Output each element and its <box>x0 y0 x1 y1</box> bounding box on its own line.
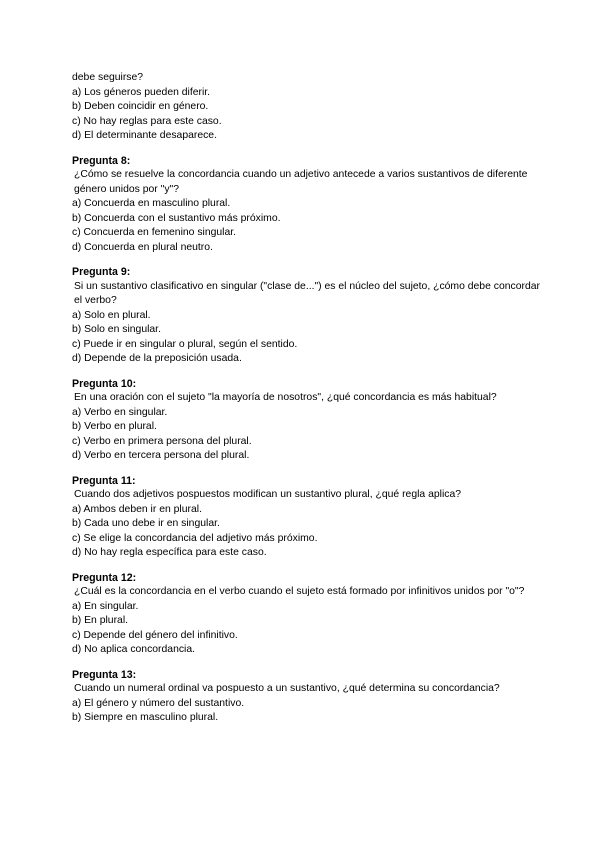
option-c: c) Depende del género del infinitivo. <box>72 629 238 641</box>
option-b: b) Siempre en masculino plural. <box>72 712 219 723</box>
option-d: d) No hay regla específica para este caso. <box>72 547 267 558</box>
question-text-tail: debe seguirse? <box>72 72 144 83</box>
option-d: d) Concuerda en plural neutro. <box>72 241 213 253</box>
option-b: b) Solo en singular. <box>72 324 161 335</box>
question-text: ¿Cuál es la concordancia en el verbo cuando el sujeto está formado por infinitivos unidos por "o"? <box>74 586 525 597</box>
option-c: c) No hay reglas para este caso. <box>72 115 222 127</box>
question-text: En una oración con el sujeto "la mayoría de nosotros", ¿qué concordancia es más habitual? <box>74 392 497 403</box>
option-a: a) Ambos deben ir en plural. <box>72 503 202 515</box>
option-a: a) Verbo en singular. <box>72 406 168 418</box>
option-c: c) Puede ir en singular o plural, según el sentido. <box>72 338 298 350</box>
option-a: a) Concuerda en masculino plural. <box>72 198 231 209</box>
question-8 <box>72 154 542 256</box>
question-title: Pregunta 8: <box>72 154 131 167</box>
question-title: Pregunta 10: <box>72 377 137 390</box>
question-title: Pregunta 11: <box>72 474 136 487</box>
option-b: b) Concuerda con el sustantivo más próximo. <box>72 212 281 224</box>
question-12 <box>72 571 542 658</box>
option-d: d) No aplica concordancia. <box>72 644 196 655</box>
question-text: Cuando un numeral ordinal va pospuesto a un sustantivo, ¿qué determina su concordancia? <box>74 683 500 694</box>
option-d: d) Depende de la preposición usada. <box>72 353 242 364</box>
option-b: b) Deben coincidir en género. <box>72 101 209 112</box>
option-b: b) Cada uno debe ir en singular. <box>72 518 220 529</box>
option-c: c) Concuerda en femenino singular. <box>72 227 237 238</box>
option-c: c) Se elige la concordancia del adjetivo más próximo. <box>72 532 318 544</box>
option-c: c) Verbo en primera persona del plural. <box>72 435 252 447</box>
question-text: ¿Cómo se resuelve la concordancia cuando un adjetivo antecede a varios sustantivos de diferente género unidos por "y"? <box>74 169 528 195</box>
question-9 <box>72 265 542 367</box>
option-a: a) En singular. <box>72 600 139 612</box>
question-title: Pregunta 12: <box>72 571 137 584</box>
document-content <box>72 71 542 736</box>
option-b: b) Verbo en plural. <box>72 421 157 432</box>
question-continuation <box>72 71 542 144</box>
option-a: a) El género y número del sustantivo. <box>72 697 245 709</box>
option-d: d) Verbo en tercera persona del plural. <box>72 450 250 461</box>
option-a: a) Los géneros pueden diferir. <box>72 86 211 98</box>
option-d: d) El determinante desaparece. <box>72 130 217 141</box>
question-11 <box>72 474 542 561</box>
option-a: a) Solo en plural. <box>72 309 151 321</box>
question-title: Pregunta 13: <box>72 668 137 681</box>
question-text: Si un sustantivo clasificativo en singular ("clase de...") es el núcleo del sujeto, ¿cómo debe concordar el verbo? <box>74 280 540 306</box>
question-text: Cuando dos adjetivos pospuestos modifican un sustantivo plural, ¿qué regla aplica? <box>74 489 462 500</box>
question-13 <box>72 668 542 726</box>
option-b: b) En plural. <box>72 615 129 626</box>
question-10 <box>72 377 542 464</box>
question-title: Pregunta 9: <box>72 266 131 278</box>
